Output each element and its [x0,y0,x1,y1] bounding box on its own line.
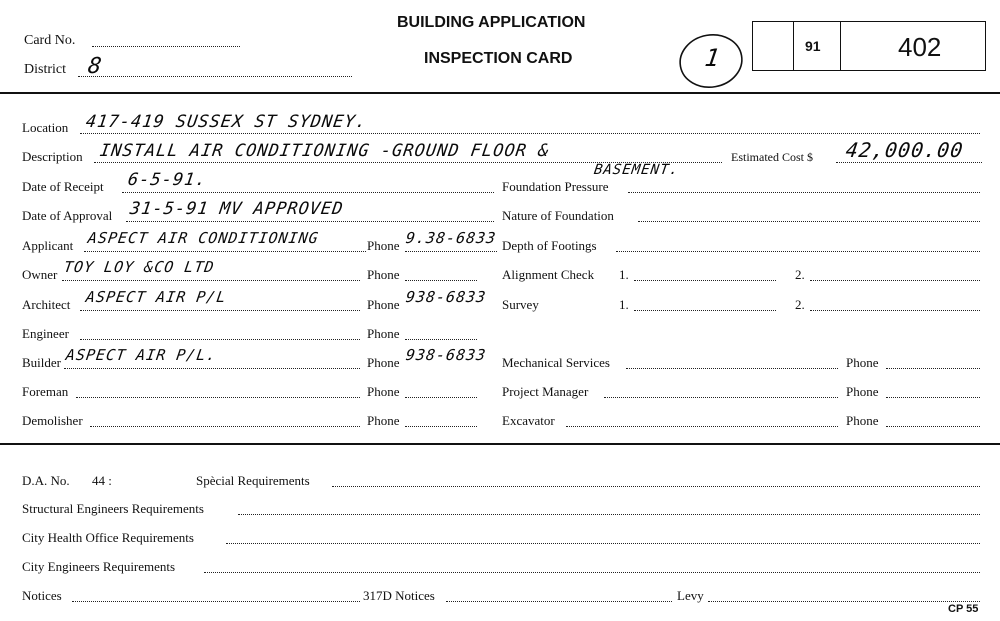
project-manager-phone-label: Phone [846,384,879,399]
levy-label: Levy [677,588,704,603]
estimated-cost-line [836,162,982,163]
engineer-label: Engineer [22,326,69,341]
foreman-phone-label: Phone [367,384,400,399]
survey-num1: 1. [619,297,629,312]
nature-foundation-label: Nature of Foundation [502,208,614,223]
middle-rule [0,443,1000,445]
excavator-phone-line [886,426,980,427]
district-value: 8 [86,54,105,79]
date-receipt-value: 6-5-91. [126,170,209,190]
date-receipt-label: Date of Receipt [22,179,104,194]
builder-value: ASPECT AIR P/L. [64,346,218,364]
survey-line1 [634,310,776,311]
depth-footings-line [616,251,980,252]
survey-line2 [810,310,980,311]
da-label: D.A. No. [22,473,70,488]
estimated-cost-label: Estimated Cost $ [731,150,813,164]
city-engineers-line [204,572,980,573]
mechanical-line [626,368,838,369]
description-value: INSTALL AIR CONDITIONING -GROUND FLOOR & [98,141,551,161]
reference-box [752,21,986,71]
builder-phone-value: 938-6833 [404,346,488,364]
project-manager-line [604,397,838,398]
date-approval-line [126,221,494,222]
project-manager-phone-line [886,397,980,398]
depth-footings-label: Depth of Footings [502,238,597,253]
foreman-phone-line [405,397,477,398]
card-no-line [92,46,240,47]
structural-line [238,514,980,515]
architect-line [80,310,360,311]
date-receipt-line [122,192,494,193]
architect-phone-value: 938-6833 [404,288,488,306]
description-value-continued: BASEMENT. [592,162,680,178]
location-line [80,133,980,134]
survey-label: Survey [502,297,539,312]
district-line [78,76,352,77]
foundation-pressure-label: Foundation Pressure [502,179,609,194]
applicant-phone-value: 9.38-6833 [404,229,498,247]
owner-label: Owner [22,267,58,282]
foreman-label: Foreman [22,384,69,399]
description-label: Description [22,149,83,164]
owner-line [62,280,360,281]
mechanical-phone-label: Phone [846,355,879,370]
alignment-num2: 2. [795,267,805,282]
excavator-line [566,426,838,427]
demolisher-line [90,426,360,427]
notices-label: Notices [22,588,62,603]
date-approval-label: Date of Approval [22,208,113,223]
location-value: 417-419 SUSSEX ST SYDNEY. [84,112,369,132]
owner-phone-label: Phone [367,267,400,282]
demolisher-label: Demolisher [22,413,83,428]
excavator-label: Excavator [502,413,555,428]
health-line [226,543,980,544]
mechanical-phone-line [886,368,980,369]
circled-mark-number: 1 [703,44,723,72]
alignment-check-label: Alignment Check [502,267,595,282]
district-label: District [24,62,66,77]
foundation-pressure-line [628,192,980,193]
architect-label: Architect [22,297,71,312]
city-engineers-label: City Engineers Requirements [22,559,176,574]
applicant-label: Applicant [22,238,74,253]
title-line1: BUILDING APPLICATION [397,14,586,31]
title-line2: INSPECTION CARD [424,50,573,67]
form-code: CP 55 [948,603,979,615]
builder-label: Builder [22,355,61,370]
excavator-phone-label: Phone [846,413,879,428]
applicant-line [84,251,366,252]
architect-value: ASPECT AIR P/L [84,288,228,306]
project-manager-label: Project Manager [502,384,589,399]
builder-line [64,368,360,369]
reference-divider-1 [793,22,794,70]
estimated-cost-value: 42,000.00 [844,138,966,162]
box-year: 91 [805,38,821,54]
notices-line [72,601,360,602]
owner-value: TOY LOY &CO LTD [62,258,216,276]
builder-phone-label: Phone [367,355,400,370]
engineer-phone-label: Phone [367,326,400,341]
date-approval-value: 31-5-91 MV APPROVED [128,199,345,219]
nature-foundation-line [638,221,980,222]
demolisher-phone-line [405,426,477,427]
reference-divider-2 [840,22,841,70]
header-rule [0,92,1000,94]
alignment-line2 [810,280,980,281]
demolisher-phone-label: Phone [367,413,400,428]
mechanical-label: Mechanical Services [502,355,610,370]
engineer-phone-line [405,339,477,340]
structural-label: Structural Engineers Requirements [22,501,204,516]
alignment-num1: 1. [619,267,629,282]
levy-line [708,601,980,602]
owner-phone-line [405,280,477,281]
architect-phone-label: Phone [367,297,400,312]
notices317-line [446,601,672,602]
da-value: 44 : [92,473,112,488]
special-requirements-line [332,486,980,487]
alignment-line1 [634,280,776,281]
notices317-label: 317D Notices [363,588,435,603]
special-requirements-label: Spècial Requirements [196,473,310,488]
survey-num2: 2. [795,297,805,312]
applicant-value: ASPECT AIR CONDITIONING [86,229,320,247]
engineer-line [80,339,360,340]
box-number: 402 [898,32,942,62]
location-label: Location [22,120,69,135]
health-label: City Health Office Requirements [22,530,194,545]
foreman-line [76,397,360,398]
applicant-phone-label: Phone [367,238,400,253]
applicant-phone-line [405,251,497,252]
card-no-label: Card No. [24,33,76,48]
